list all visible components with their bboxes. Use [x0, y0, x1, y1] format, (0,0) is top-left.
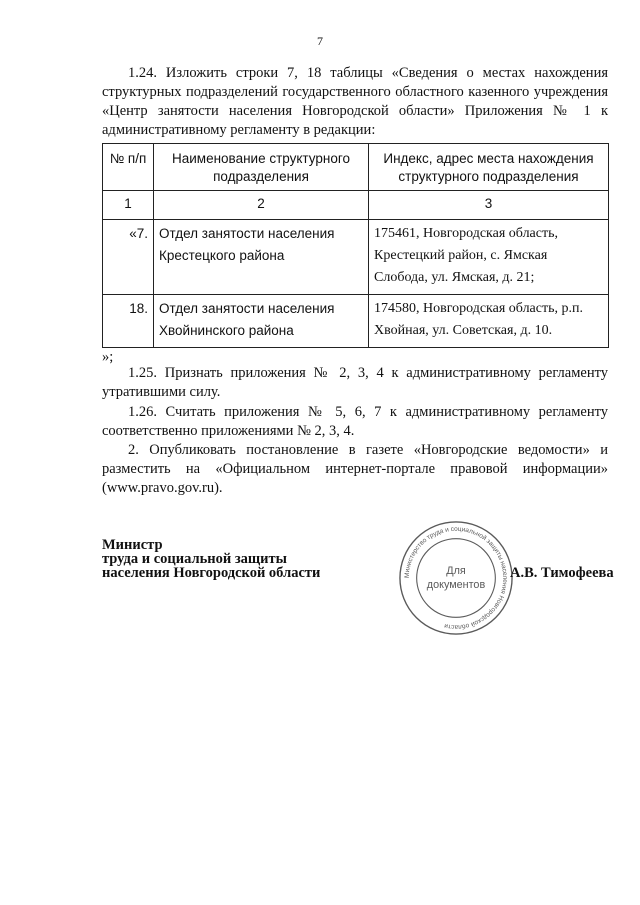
signature-title: [102, 538, 320, 580]
index-cell: 1: [103, 191, 154, 220]
stamp-ring-text: Министерство труда и социальной защиты населения Новгородской области: [403, 525, 509, 631]
row-name: Отдел занятости населения Крестецкого района: [154, 220, 369, 295]
table-header-row: [103, 144, 609, 191]
index-cell: 3: [369, 191, 609, 220]
closing-quote: »;: [102, 349, 114, 365]
row-address: 174580, Новгородская область, р.п. Хвойная, ул. Советская, д. 10.: [369, 295, 609, 348]
row-name: Отдел занятости населения Хвойнинского района: [154, 295, 369, 348]
row-number: «7.: [103, 220, 154, 295]
item-text: 2. Опубликовать постановление в газете «Новгородские ведомости» и разместить на «Официальном интернет-портале правовой информации» (www.pravo.gov.ru).: [102, 442, 608, 496]
row-address: 175461, Новгородская область, Крестецкий район, с. Ямская Слобода, ул. Ямская, д. 21;: [369, 220, 609, 295]
item-text: 1.25. Признать приложения № 2, 3, 4 к административному регламенту утратившими силу.: [102, 365, 608, 400]
signature-title-line: труда и социальной защиты: [102, 551, 287, 567]
row-number: 18.: [103, 295, 154, 348]
page-number: 7: [317, 34, 323, 48]
item-text: 1.26. Считать приложения № 5, 6, 7 к административному регламенту соответственно приложениями № 2, 3, 4.: [102, 404, 608, 439]
departments-table: [102, 143, 609, 348]
stamp-inner-line: Для: [446, 565, 466, 578]
item-paragraph: [102, 364, 608, 402]
header-address: Индекс, адрес места нахождения структурного подразделения: [369, 144, 609, 191]
signature-title-line: населения Новгородской области: [102, 565, 321, 581]
intro-paragraph: [102, 64, 608, 140]
item-paragraph: [102, 403, 608, 441]
intro-text: 1.24. Изложить строки 7, 18 таблицы «Сведения о местах нахождения структурных подразделений государственного областного казенного учреждения «Центр занятости населения Новгородской области» Приложения № 1 к административному регламенту в редакции:: [102, 65, 608, 138]
stamp-inner-line: документов: [426, 578, 486, 591]
table-index-row: [103, 191, 609, 220]
table-row: [103, 220, 609, 295]
item-paragraph: [102, 441, 608, 498]
header-number: № п/п: [103, 144, 154, 191]
signature-title-line: Министр: [102, 537, 163, 553]
header-name: Наименование структурного подразделения: [154, 144, 369, 191]
index-cell: 2: [154, 191, 369, 220]
official-stamp: [397, 519, 515, 637]
table-row: [103, 295, 609, 348]
signature-name: А.В. Тимофеева: [510, 565, 614, 581]
